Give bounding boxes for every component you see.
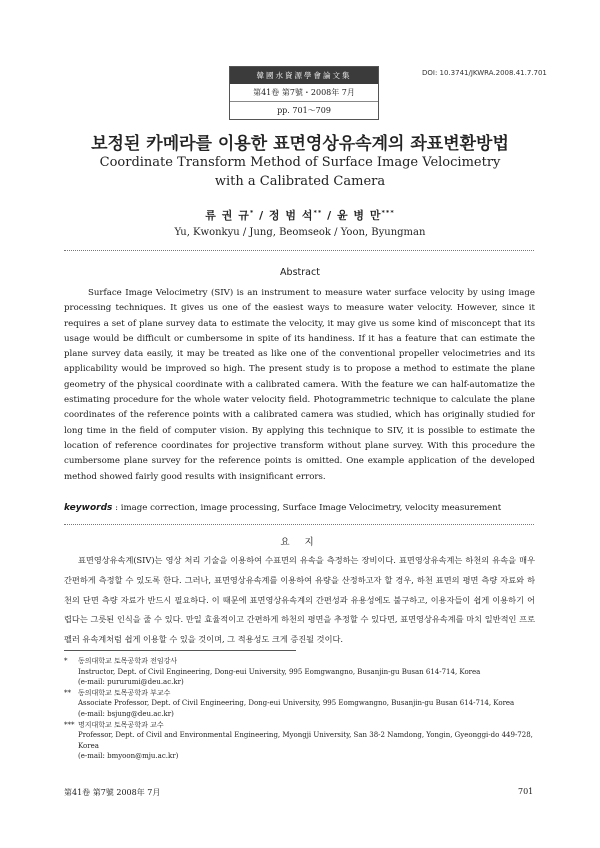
yoji-text: 표면영상유속계(SIV)는 영상 처리 기술을 이용하여 수표면의 유속을 측정하는 장비이다. 표면영상유속계는 하천의 유속을 매우 간편하게 측정할 수 있도록 한다. 그러나, 표면영상유속계를 이용하여 유량을 산정하고자 할 경우, 하천 표면의 평면 측량 자료와 하천의 단면 측량 자료가 반드시 필요하다. 이 때문에 표면영상유속계의 간편성과 유용성에도 불구하고, 이용자들이 쉽게 이용하기 어렵다는 그릇된 인식을 줄 수 있다. 만일 효율적이고 간편하게 하천의 평면을 추정할 수 있다면, 표면영상유속계를 마치 일반적인 프로펠러 유속계처럼 쉽게 이용할 수 있을 것이며, 그 적용성도 크게 증진될 것이다. — [64, 555, 535, 645]
keywords-line — [64, 503, 535, 513]
footnote-affiliation-ko: 명지대학교 토목공학과 교수 — [78, 720, 164, 729]
abstract-body — [64, 286, 535, 485]
title-english-line2: with a Calibrated Camera — [214, 174, 386, 189]
author-3: 윤 병 만 — [336, 209, 382, 222]
page-number: 701 — [518, 787, 534, 796]
author-separator: / — [254, 209, 269, 222]
yoji-body — [64, 551, 535, 650]
title-korean: 보정된 카메라를 이용한 표면영상유속계의 좌표변환방법 — [91, 134, 509, 154]
author-1-mark: * — [249, 208, 255, 217]
divider-top — [64, 250, 534, 251]
author-2-mark: ** — [313, 208, 323, 217]
keywords-text: : image correction, image processing, Surface Image Velocimetry, velocity measurement — [115, 503, 502, 513]
footnote-email: (e-mail: bsjung@deu.ac.kr) — [78, 709, 174, 718]
volume-issue: 第41卷 第7號・2008年 7月 — [230, 84, 378, 102]
author-3-mark: *** — [381, 208, 395, 217]
divider-middle — [64, 524, 534, 525]
author-1: 류 권 규 — [205, 209, 250, 222]
author-separator: / — [322, 209, 337, 222]
title-english — [0, 153, 600, 191]
abstract-heading: Abstract — [280, 267, 320, 278]
footnote-mark: * — [64, 657, 68, 665]
footnote-affiliation-ko: 동의대학교 토목공학과 부교수 — [78, 688, 171, 697]
authors-korean — [0, 207, 600, 223]
title-english-line1: Coordinate Transform Method of Surface Image Velocimetry — [99, 155, 501, 170]
footnote-affiliation-ko: 동의대학교 토목공학과 전임강사 — [78, 657, 178, 665]
footnote-3 — [64, 720, 544, 762]
author-2: 정 범 석 — [268, 209, 314, 222]
footnote-affiliation-en: Professor, Dept. of Civil and Environmental Engineering, Myongji University, San 38-2 Namdong, Yongin, Gyeonggi-do 449-728, Korea — [78, 731, 533, 750]
footnote-affiliation-en: Associate Professor, Dept. of Civil Engineering, Dong-eui University, 995 Eomgwangno, Busanjin-gu Busan 614-714, Korea — [78, 699, 515, 708]
page-range: pp. 701～709 — [277, 106, 331, 115]
footnotes — [64, 656, 544, 762]
footnote-affiliation-en: Instructor, Dept. of Civil Engineering, Dong-eui University, 995 Eomgwangno, Busanjin-gu Busan 614-714, Korea — [78, 667, 481, 676]
footnote-mark: *** — [64, 720, 75, 729]
footnote-email: (e-mail: bmyoon@mju.ac.kr) — [78, 752, 179, 761]
authors-english: Yu, Kwonkyu / Jung, Beomseok / Yoon, Byungman — [174, 227, 426, 238]
footer-issue: 第41卷 第7號 2008年 7月 — [64, 788, 161, 797]
footnote-email: (e-mail: pururumi@deu.ac.kr) — [78, 678, 184, 687]
doi: DOI: 10.3741/JKWRA.2008.41.7.701 — [422, 69, 547, 77]
journal-info-box — [229, 66, 379, 120]
keywords-label: keywords — [64, 503, 113, 513]
footnote-mark: ** — [64, 688, 71, 697]
yoji-heading: 요 지 — [280, 537, 320, 548]
footnote-2 — [64, 688, 544, 720]
abstract-text: Surface Image Velocimetry (SIV) is an instrument to measure water surface velocity by using image processing techniques. It gives us one of the easiest ways to measure water velocity. However, since it requires a set of plane survey data to estimate the velocity, it may give us some kind of misconcept that its usage would be difficult or cumbersome in spite of its handiness. If it has a feature that can estimate the plane survey data easily, it may be treated as like one of the conventional propeller velocimetries and its applicability would be improved so high. The present study is to propose a method to estimate the plane geometry of the physical coordinate with a calibrated camera. With the feature we can half-automatize the estimating procedure for the whole water velocity field. Photogrammetric technique to calculate the plane coordinates of the reference points with a calibrated camera was studied, which has originally studied for long time in the field of computer vision. By applying this technique to SIV, it is possible to estimate the location of reference coordinates for projective transform without plane survey. With this procedure the cumbersome plane survey for the reference points is omitted. One example application of the developed method showed fairly good results with insignificant errors. — [64, 288, 535, 482]
footnote-1 — [64, 656, 544, 688]
footnote-rule — [64, 650, 296, 651]
journal-name: 韓國水資源學會論文集 — [230, 67, 378, 84]
